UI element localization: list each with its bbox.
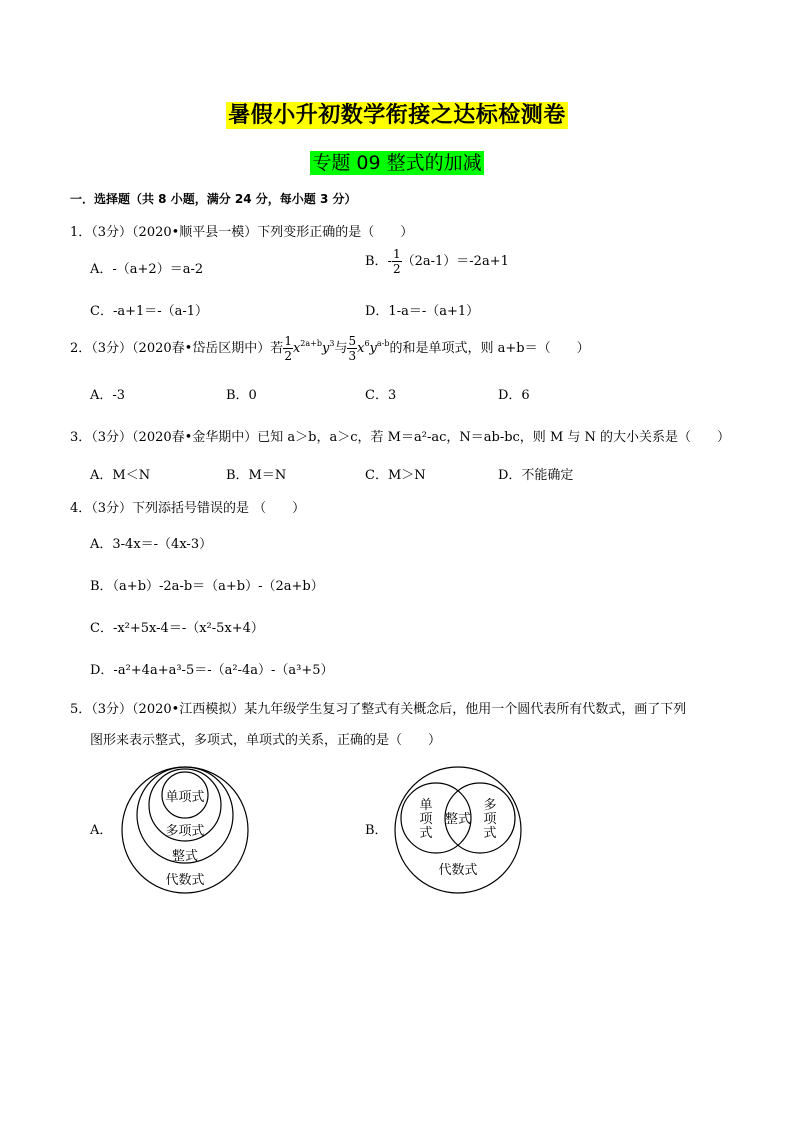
question-1-number: 1． [70, 225, 92, 240]
question-5-option-a-label: A． [90, 823, 113, 838]
page-title [0, 98, 794, 129]
question-2-text-c: 的和是单项式，则 a+b＝（ ） [389, 341, 590, 356]
exponent: a-b [376, 339, 390, 348]
var-x: x [357, 341, 365, 356]
question-4-number: 4． [70, 501, 92, 516]
exponent: 6 [364, 339, 370, 348]
exponent: 3 [329, 339, 335, 348]
question-1-option-c: C．-a+1＝-（a-1） [90, 304, 209, 319]
question-4-stem [70, 497, 305, 516]
question-4-text: （3分）下列添括号错误的是 （ ） [91, 501, 306, 516]
question-3-option-b: B．M＝N [226, 468, 287, 483]
label-algebraic-expression: 代数式 [438, 863, 478, 878]
label-polynomial-1: 多 [483, 798, 497, 813]
label-polynomial-3: 式 [483, 826, 497, 841]
question-3-option-a: A．M＜N [90, 468, 151, 483]
question-1-option-b-fraction [392, 247, 402, 276]
question-5-number: 5． [70, 702, 92, 717]
question-2-text-b: 与 [334, 341, 348, 356]
question-1-option-b [365, 247, 509, 276]
label-monomial-2: 项 [419, 812, 433, 827]
question-1-stem [70, 221, 413, 240]
question-1-option-b-label: B．- [365, 254, 392, 269]
question-3-option-d: D．不能确定 [498, 468, 574, 483]
fraction-denominator: 3 [348, 349, 357, 363]
question-5-option-b-label: B． [365, 823, 388, 838]
question-2-option-b: B．0 [226, 388, 257, 403]
question-3-text: （3分）（2020春•金华期中）已知 a＞b，a＞c，若 M＝a²-ac，N＝ab-bc，则 M 与 N 的大小关系是（ ） [91, 430, 731, 445]
label-monomial-1: 单 [419, 798, 433, 813]
question-1-option-b-rest: （2a-1）＝-2a+1 [401, 254, 509, 269]
question-1-option-a: A．-（a+2）＝a-2 [90, 262, 204, 277]
exponent: 2a+b [300, 339, 322, 348]
label-monomial-3: 式 [419, 826, 433, 841]
var-y: y [321, 341, 330, 356]
section-heading: 一．选择题（共 8 小题，满分 24 分，每小题 3 分） [70, 192, 357, 206]
page-subtitle [0, 148, 794, 175]
question-2-number: 2． [70, 341, 92, 356]
question-2-text-a: （3分）（2020春•岱岳区期中）若 [91, 341, 284, 356]
question-2-fraction-1 [283, 334, 293, 363]
label-integral-expression: 整式 [171, 849, 199, 864]
fraction-denominator: 2 [284, 349, 292, 363]
fraction-numerator: 1 [392, 247, 401, 261]
label-integral-expression: 整式 [444, 812, 472, 827]
nested-circles-diagram [115, 760, 255, 900]
var-x: x [292, 341, 301, 356]
question-2-option-c: C．3 [365, 388, 397, 403]
label-polynomial-2: 项 [483, 812, 497, 827]
question-4-option-a: A．3-4x＝-（4x-3） [90, 537, 213, 552]
label-polynomial: 多项式 [165, 824, 205, 839]
question-4-option-c: C．-x²+5x-4＝-（x²-5x+4） [90, 621, 264, 636]
question-1-text: （3分）（2020•顺平县一模）下列变形正确的是（ ） [91, 225, 414, 240]
question-3-stem [70, 426, 730, 445]
question-2-option-a: A．-3 [90, 388, 126, 403]
question-4-option-d: D．-a²+4a+a³-5＝-（a²-4a）-（a³+5） [90, 663, 334, 678]
subtitle-text: 专题 09 整式的加减 [312, 152, 482, 174]
question-5-text-1: （3分）（2020•江西模拟）某九年级学生复习了整式有关概念后，他用一个圆代表所有代数式，画了下列 [91, 702, 687, 717]
question-3-option-c: C．M＞N [365, 468, 426, 483]
fraction-numerator: 5 [348, 334, 357, 348]
venn-diagram [388, 760, 528, 900]
question-5-stem-line-2: 图形来表示整式，多项式，单项式的关系，正确的是（ ） [90, 733, 442, 748]
var-y: y [369, 341, 377, 356]
question-4-option-b: B．（a+b）-2a-b＝（a+b）-（2a+b） [90, 579, 324, 594]
question-2-option-d: D．6 [498, 388, 530, 403]
question-2-fraction-2 [347, 334, 357, 363]
fraction-numerator: 1 [284, 334, 292, 348]
fraction-denominator: 2 [392, 262, 401, 276]
question-3-number: 3． [70, 430, 92, 445]
question-2-stem [70, 334, 590, 363]
label-algebraic-expression: 代数式 [165, 873, 205, 888]
title-text: 暑假小升初数学衔接之达标检测卷 [228, 103, 566, 128]
label-monomial: 单项式 [165, 790, 205, 805]
question-1-option-d: D．1-a＝-（a+1） [365, 304, 480, 319]
question-5-stem-line-1 [70, 698, 686, 717]
